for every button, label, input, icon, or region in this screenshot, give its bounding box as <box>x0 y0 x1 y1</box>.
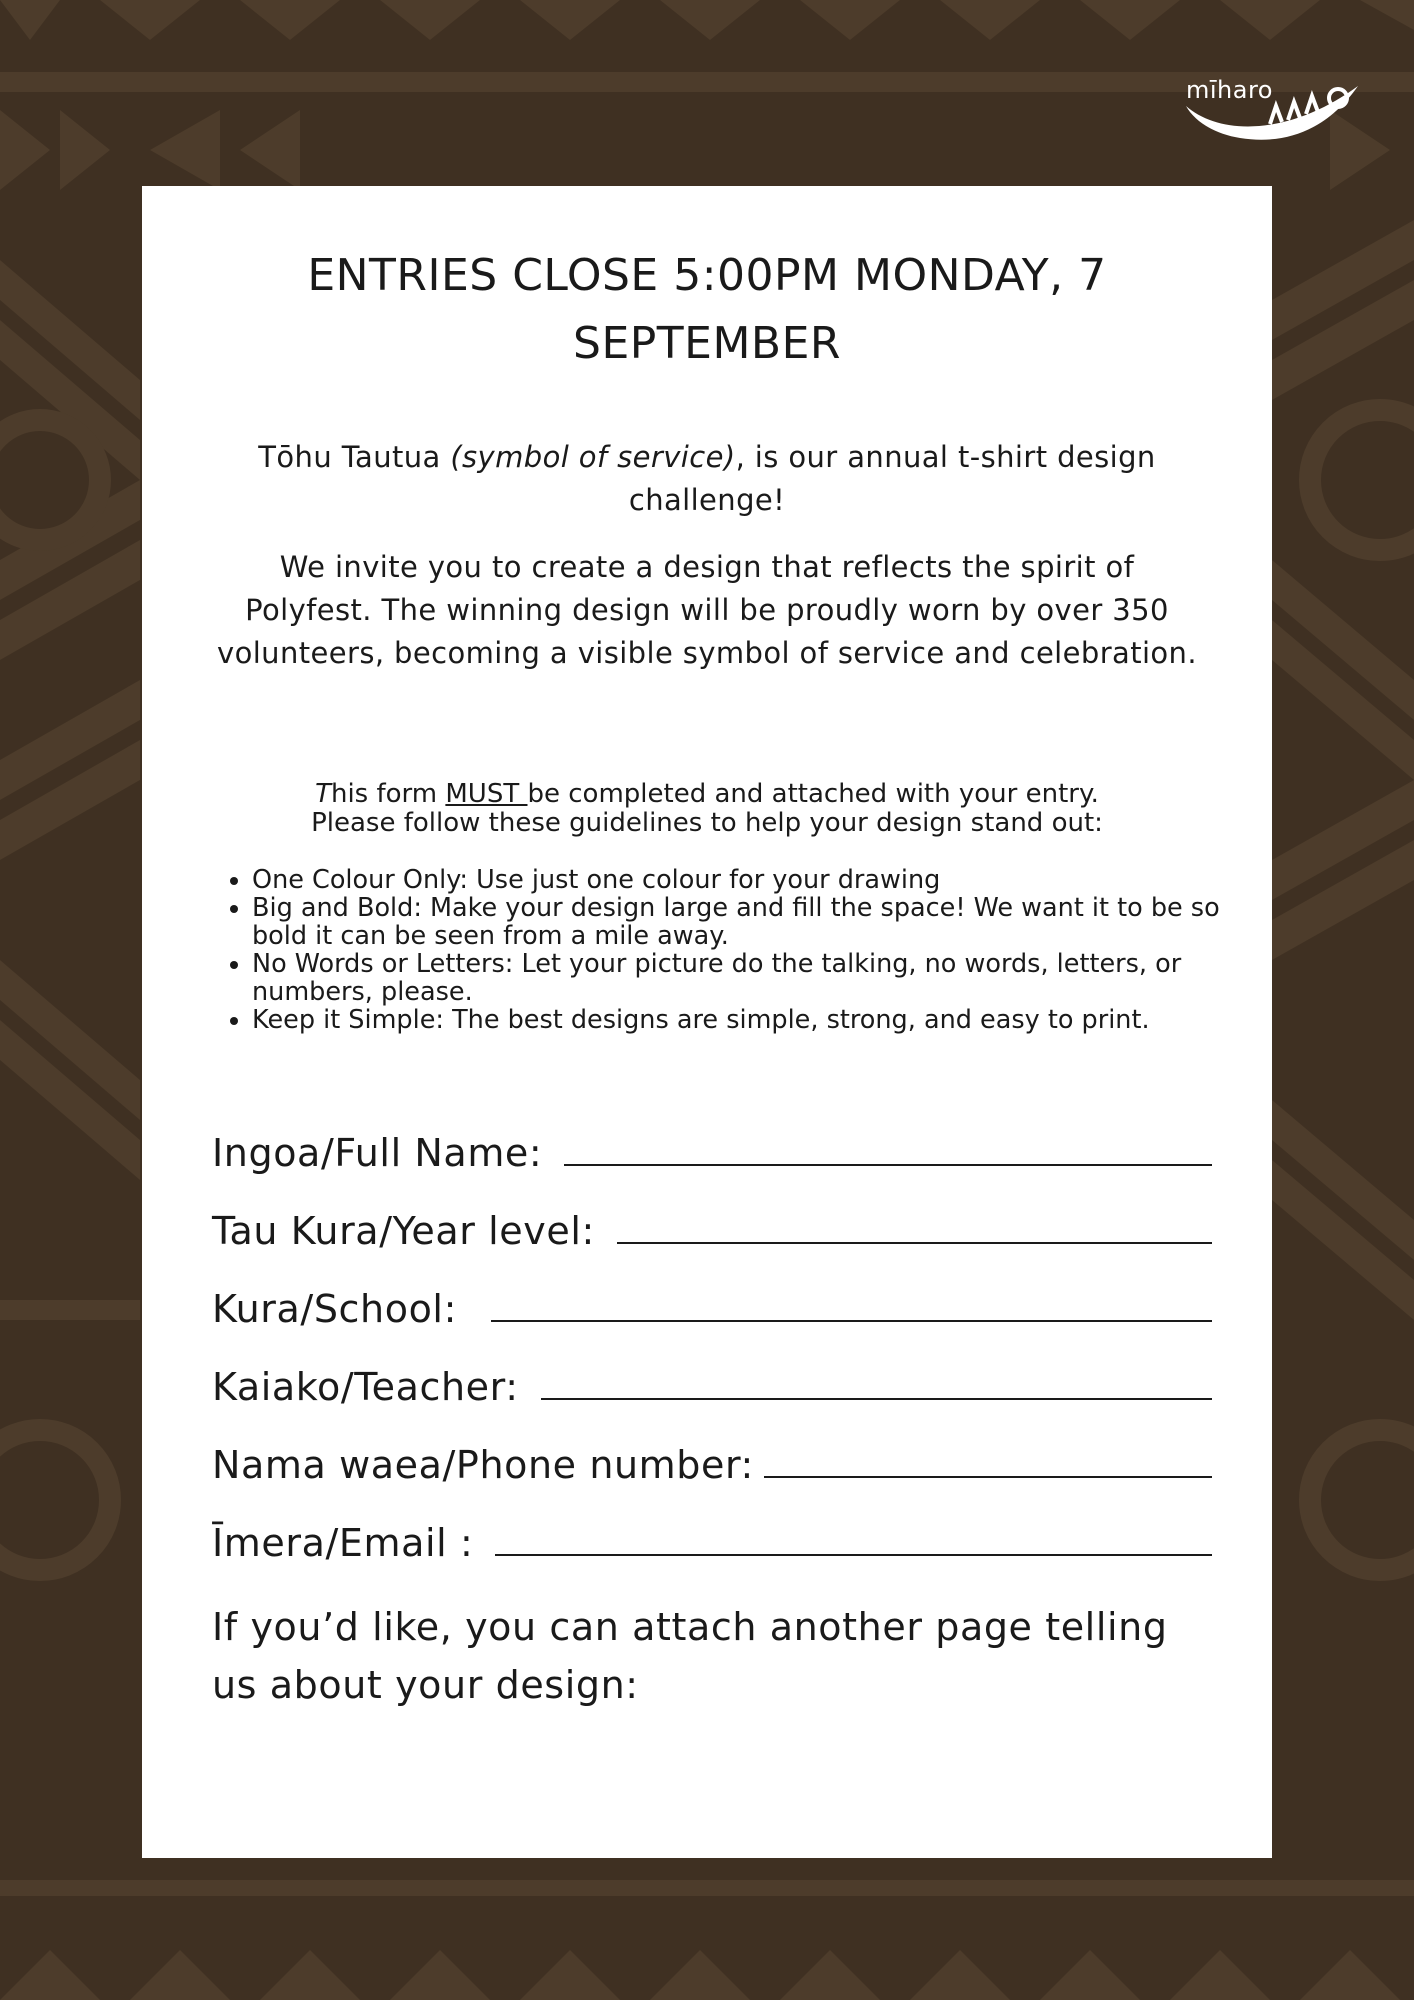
teacher-field <box>212 1360 1212 1410</box>
guideline-item: • No Words or Letters: Let your picture do the talking, no words, letters, or numbers, please. <box>252 950 1252 1006</box>
year-level-field <box>212 1204 1212 1254</box>
email-label: Īmera/Email : <box>212 1521 474 1565</box>
teacher-input-line[interactable] <box>541 1398 1212 1400</box>
notice-part1: his form <box>330 779 446 809</box>
school-input-line[interactable] <box>491 1320 1212 1322</box>
guidelines-list <box>208 866 1252 1034</box>
notice-line2: Please follow these guidelines to help your design stand out: <box>311 808 1103 838</box>
guideline-item: • Keep it Simple: The best designs are simple, strong, and easy to print. <box>252 1006 1252 1034</box>
email-field <box>212 1516 1212 1566</box>
school-label: Kura/School: <box>212 1287 457 1331</box>
full-name-input-line[interactable] <box>564 1164 1212 1166</box>
phone-input-line[interactable] <box>764 1476 1212 1478</box>
notice-part2: be completed and attached with your entry. <box>527 779 1099 809</box>
phone-field <box>212 1438 1212 1488</box>
entry-form-card <box>142 186 1272 1858</box>
design-name: Tōhu Tautua <box>258 440 451 474</box>
notice-must: MUST <box>445 779 528 809</box>
invite-text: We invite you to create a design that reflects the spirit of Polyfest. The winning design will be proudly worn by over 350 volunteers, becoming a visible symbol of service and celebration. <box>217 550 1197 670</box>
phone-label: Nama waea/Phone number: <box>212 1443 754 1487</box>
guideline-item: • Big and Bold: Make your design large and fill the space! We want it to be so bold it can be seen from a mile away. <box>252 894 1252 950</box>
fern-icon <box>1180 76 1360 156</box>
miharo-logo <box>1180 76 1360 156</box>
full-name-field <box>212 1126 1212 1176</box>
intro-text <box>212 436 1202 522</box>
logo-text: mīharo <box>1186 76 1273 104</box>
deadline-heading: ENTRIES CLOSE 5:00PM MONDAY, 7 SEPTEMBER <box>307 250 1107 369</box>
school-field <box>212 1282 1212 1332</box>
year-level-input-line[interactable] <box>617 1242 1212 1244</box>
guideline-item: • One Colour Only: Use just one colour for your drawing <box>252 866 1252 894</box>
intro-rest: , is our annual t-shirt design challenge! <box>628 440 1156 517</box>
teacher-label: Kaiako/Teacher: <box>212 1365 519 1409</box>
form-notice <box>212 780 1202 838</box>
design-translation: (symbol of service) <box>450 440 736 474</box>
attach-page-note: If you’d like, you can attach another page telling us about your design: <box>212 1605 1168 1707</box>
notice-first-letter: T <box>315 779 331 809</box>
year-level-label: Tau Kura/Year level: <box>212 1209 595 1253</box>
full-name-label: Ingoa/Full Name: <box>212 1131 543 1175</box>
email-input-line[interactable] <box>495 1554 1212 1556</box>
